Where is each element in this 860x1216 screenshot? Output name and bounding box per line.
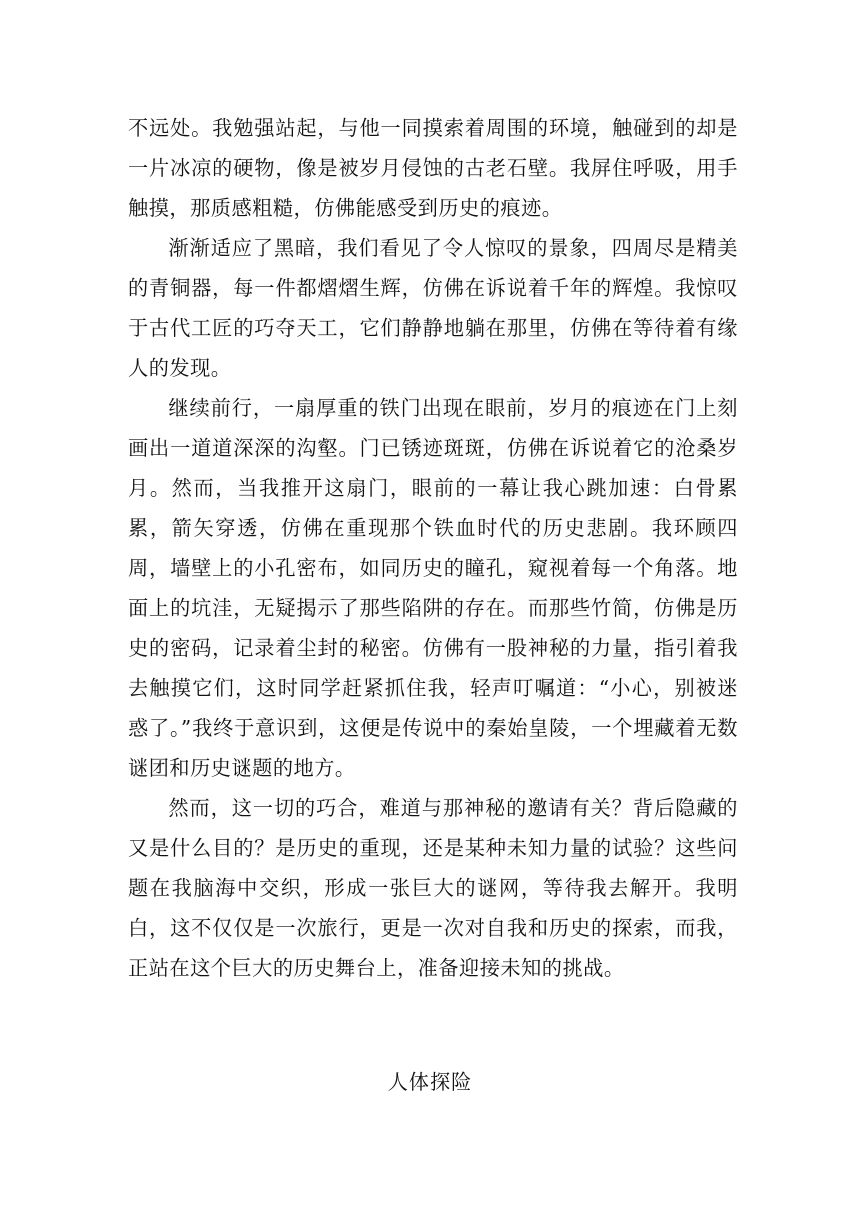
paragraph-2: 渐渐适应了黑暗，我们看见了令人惊叹的景象，四周尽是精美的青铜器，每一件都熠熠生辉，仿佛在诉说着千年的辉煌。我惊叹于古代工匠的巧夺天工，它们静静地躺在那里，仿佛在等待着有缘人的发现。 <box>128 236 738 380</box>
next-section-title: 人体探险 <box>387 1070 473 1094</box>
paragraph-1: 不远处。我勉强站起，与他一同摸索着周围的环境，触碰到的却是一片冰凉的硬物，像是被岁月侵蚀的古老石壁。我屏住呼吸，用手触摸，那质感粗糙，仿佛能感受到历史的痕迹。 <box>128 116 738 220</box>
paragraph-3: 继续前行，一扇厚重的铁门出现在眼前，岁月的痕迹在门上刻画出一道道深深的沟壑。门已锈迹斑斑，仿佛在诉说着它的沧桑岁月。然而，当我推开这扇门，眼前的一幕让我心跳加速：白骨累累，箭矢穿透，仿佛在重现那个铁血时代的历史悲剧。我环顾四周，墙壁上的小孔密布，如同历史的瞳孔，窥视着每一个角落。地面上的坑洼，无疑揭示了那些陷阱的存在。而那些竹简，仿佛是历史的密码，记录着尘封的秘密。仿佛有一股神秘的力量，指引着我去触摸它们，这时同学赶紧抓住我，轻声叮嘱道：“小心，别被迷惑了。”我终于意识到，这便是传说中的秦始皇陵，一个埋藏着无数谜团和历史谜题的地方。 <box>128 396 738 780</box>
paragraph-4: 然而，这一切的巧合，难道与那神秘的邀请有关？背后隐藏的又是什么目的？是历史的重现，还是某种未知力量的试验？这些问题在我脑海中交织，形成一张巨大的谜网，等待我去解开。我明白，这不仅仅是一次旅行，更是一次对自我和历史的探索，而我，正站在这个巨大的历史舞台上，准备迎接未知的挑战。 <box>128 796 738 980</box>
body-text <box>128 108 738 988</box>
